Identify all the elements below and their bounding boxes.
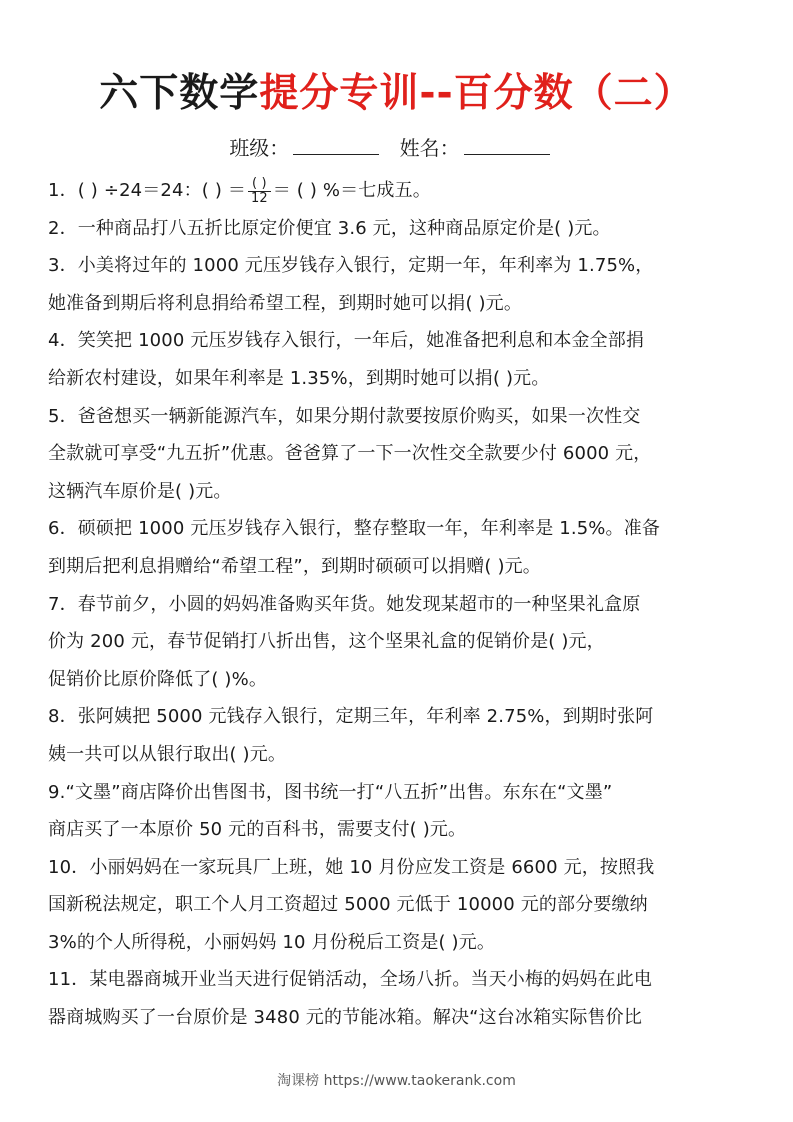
- question-line: 姨一共可以从银行取出( )元。: [48, 743, 287, 765]
- name-label: 姓名：: [399, 136, 460, 160]
- title-red: 提分专训--百分数（二）: [259, 71, 694, 116]
- question-line: 11．某电器商城开业当天进行促销活动，全场八折。当天小梅的妈妈在此电: [48, 969, 653, 991]
- q1-before: 1．( ) ÷24＝24：( ) ＝: [48, 180, 247, 201]
- question-line: 商店买了一本原价 50 元的百科书，需要支付( )元。: [48, 819, 467, 841]
- question-line: 6．硕硕把 1000 元压岁钱存入银行，整存整取一年，年利率是 1.5%。准备: [48, 518, 661, 540]
- question-list: [48, 172, 753, 1037]
- question-line: 全款就可享受“九五折”优惠。爸爸算了一下一次性交全款要少付 6000 元，: [48, 443, 652, 465]
- question-line: 10．小丽妈妈在一家玩具厂上班，她 10 月份应发工资是 6600 元，按照我: [48, 856, 655, 878]
- question-line: 3．小美将过年的 1000 元压岁钱存入银行，定期一年，年利率为 1.75%，: [48, 255, 654, 277]
- question-line: 她准备到期后将利息捐给希望工程，到期时她可以捐( )元。: [48, 292, 522, 314]
- question-line: 国新税法规定，职工个人月工资超过 5000 元低于 10000 元的部分要缴纳: [48, 894, 648, 916]
- question-line: 7．春节前夕，小圆的妈妈准备购买年货。她发现某超市的一种坚果礼盒原: [48, 593, 641, 615]
- class-blank[interactable]: [293, 132, 379, 155]
- fraction-denominator: 12: [250, 190, 268, 206]
- question-1: [48, 172, 753, 210]
- question-line: 给新农村建设，如果年利率是 1.35%，到期时她可以捐( )元。: [48, 367, 550, 389]
- fraction: [248, 177, 271, 206]
- question-line: 器商城购买了一台原价是 3480 元的节能冰箱。解决“这台冰箱实际售价比: [48, 1007, 642, 1029]
- title-black: 六下数学: [99, 71, 260, 116]
- class-label: 班级：: [229, 136, 290, 160]
- question-line: 4．笑笑把 1000 元压岁钱存入银行，一年后，她准备把利息和本金全部捐: [48, 330, 645, 352]
- fraction-numerator: ( ): [248, 177, 271, 192]
- question-line: 这辆汽车原价是( )元。: [48, 480, 232, 502]
- question-line: 到期后把利息捐赠给“希望工程”，到期时硕硕可以捐赠( )元。: [48, 555, 541, 577]
- question-line: 3%的个人所得税，小丽妈妈 10 月份税后工资是( )元。: [48, 931, 496, 953]
- footer-watermark: 淘课榜 https://www.taokerank.com: [277, 1073, 516, 1089]
- name-blank[interactable]: [464, 132, 550, 155]
- page-title: [0, 66, 793, 122]
- question-line: 8．张阿姨把 5000 元钱存入银行，定期三年，年利率 2.75%，到期时张阿: [48, 706, 654, 728]
- question-line: 5．爸爸想买一辆新能源汽车，如果分期付款要按原价购买，如果一次性交: [48, 405, 641, 427]
- question-line: 2．一种商品打八五折比原定价便宜 3.6 元，这种商品原定价是( )元。: [48, 217, 611, 239]
- question-line: 9.“文墨”商店降价出售图书，图书统一打“八五折”出售。东东在“文墨”: [48, 781, 613, 803]
- question-line: 价为 200 元，春节促销打八折出售，这个坚果礼盒的促销价是( )元，: [48, 631, 605, 653]
- q1-after: ＝ ( ) %＝七成五。: [272, 180, 431, 201]
- question-line: 促销价比原价降低了( )%。: [48, 668, 267, 690]
- student-info: [0, 132, 793, 163]
